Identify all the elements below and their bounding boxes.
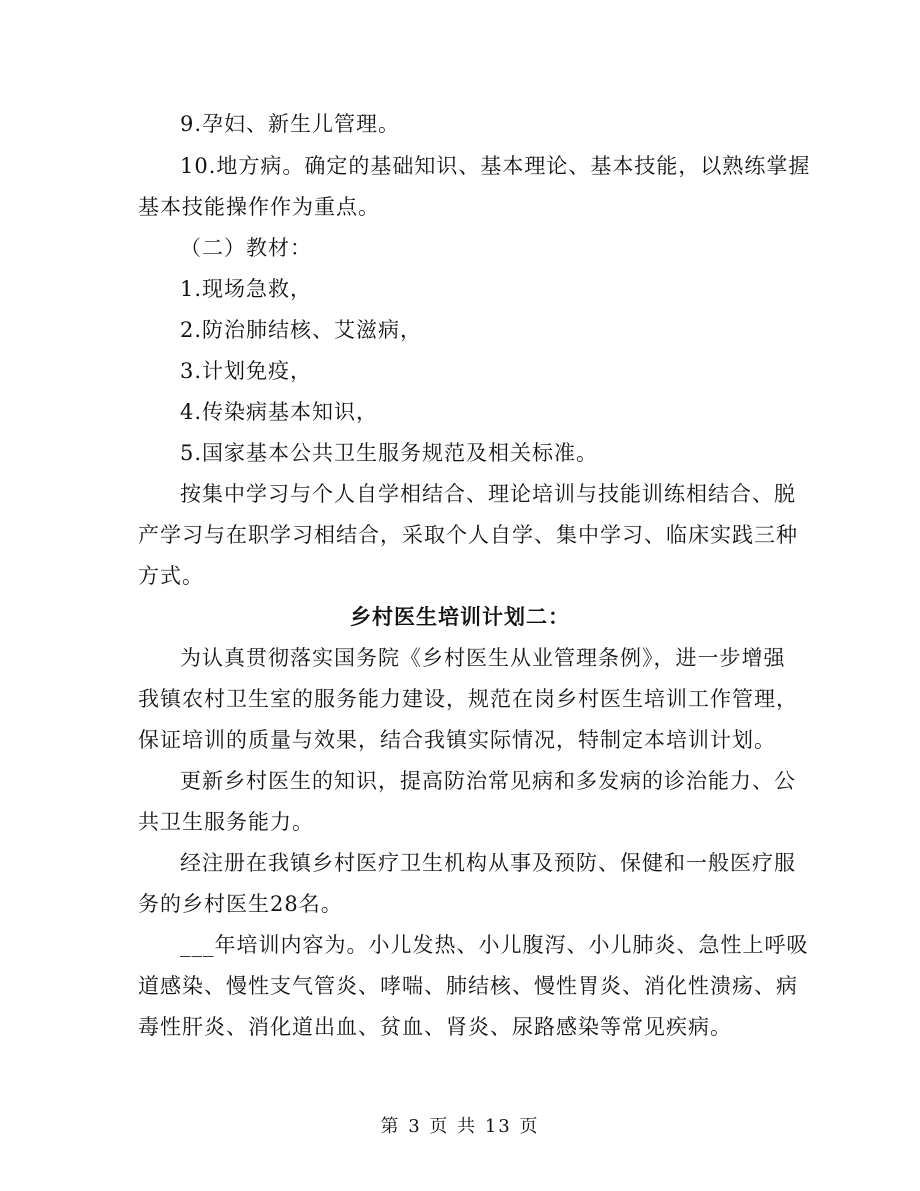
paragraph-line: 基本技能操作作为重点。: [138, 195, 380, 219]
paragraph-line: 按集中学习与个人自学相结合、理论培训与技能训练相结合、脱: [180, 482, 796, 506]
paragraph-line: 10.地方病。确定的基础知识、基本理论、基本技能，以熟练掌握: [180, 154, 811, 178]
paragraph-line: 1.现场急救，: [180, 277, 313, 301]
page-number-footer: 第 3 页 共 13 页: [380, 1116, 540, 1137]
paragraph-line: 为认真贯彻落实国务院《乡村医生从业管理条例》，进一步增强: [180, 646, 786, 670]
paragraph-line: 共卫生服务能力。: [138, 810, 314, 834]
paragraph-line: 道感染、慢性支气管炎、哮喘、肺结核、慢性胃炎、消化性溃疡、病: [138, 974, 798, 998]
paragraph-line: 我镇农村卫生室的服务能力建设，规范在岗乡村医生培训工作管理，: [138, 687, 798, 711]
paragraph-line: ___年培训内容为。小儿发热、小儿腹泻、小儿肺炎、急性上呼吸: [180, 933, 809, 957]
paragraph-line: 9.孕妇、新生儿管理。: [180, 112, 401, 136]
paragraph-line: 4.传染病基本知识，: [180, 400, 379, 424]
paragraph-line: 2.防治肺结核、艾滋病，: [180, 318, 423, 342]
paragraph-line: 务的乡村医生28名。: [138, 892, 343, 916]
paragraph-line: 保证培训的质量与效果，结合我镇实际情况，特制定本培训计划。: [138, 728, 776, 752]
paragraph-line: 毒性肝炎、消化道出血、贫血、肾炎、尿路感染等常见疾病。: [138, 1015, 732, 1039]
paragraph-line: 3.计划免疫，: [180, 359, 313, 383]
paragraph-line: 更新乡村医生的知识，提高防治常见病和多发病的诊治能力、公: [180, 769, 796, 793]
paragraph-line: 5.国家基本公共卫生服务规范及相关标准。: [180, 441, 599, 465]
paragraph-line: 产学习与在职学习相结合，采取个人自学、集中学习、临床实践三种: [138, 523, 798, 547]
paragraph-line: （二）教材：: [180, 236, 312, 260]
section-heading: 乡村医生培训计划二：: [350, 604, 570, 629]
paragraph-line: 方式。: [138, 564, 204, 588]
paragraph-line: 经注册在我镇乡村医疗卫生机构从事及预防、保健和一般医疗服: [180, 851, 796, 875]
